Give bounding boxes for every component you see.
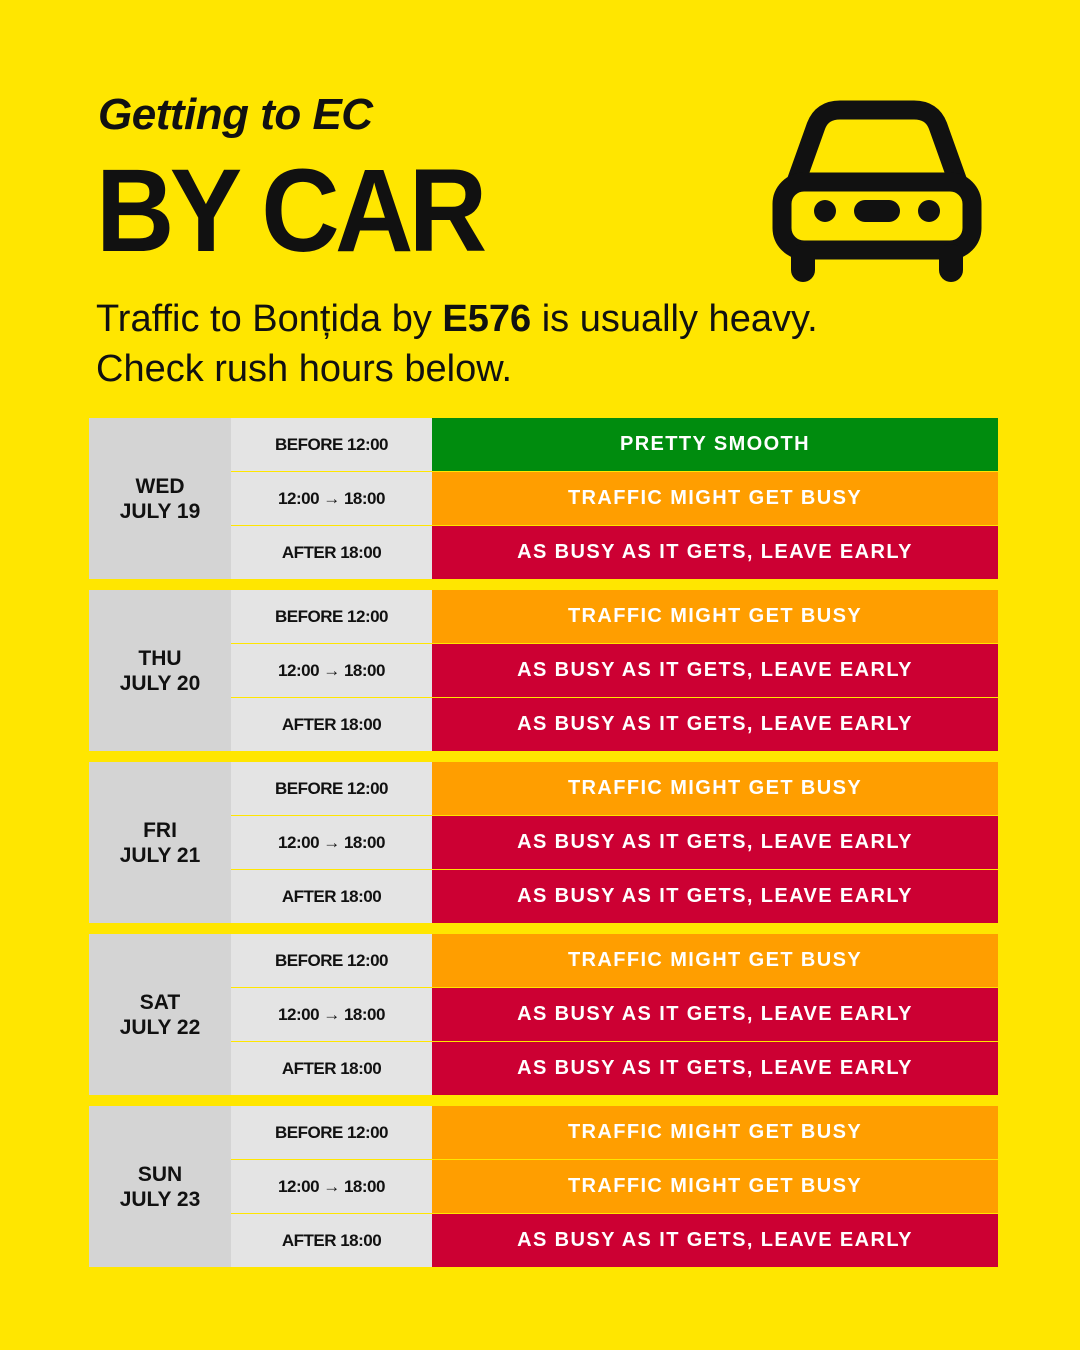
car-icon: [772, 98, 982, 286]
time-slot-label: AFTER 18:00: [231, 526, 432, 579]
time-slot-label: 12:00 → 18:00: [231, 644, 432, 697]
time-slot-label: 12:00 → 18:00: [231, 816, 432, 869]
time-slot-label: BEFORE 12:00: [231, 590, 432, 643]
intro-line-2: Check rush hours below.: [96, 348, 513, 390]
time-slots: [231, 418, 998, 579]
day-label: [89, 590, 231, 751]
time-slot-label: 12:00 → 18:00: [231, 472, 432, 525]
time-slot-label: BEFORE 12:00: [231, 934, 432, 987]
traffic-status-smooth: PRETTY SMOOTH: [432, 418, 998, 471]
page-title: BY CAR: [96, 145, 483, 277]
traffic-status-heavy: AS BUSY AS IT GETS, LEAVE EARLY: [432, 870, 998, 923]
road-name: E576: [442, 298, 532, 340]
day-block-fri: [89, 762, 998, 923]
day-name: FRI: [143, 818, 177, 842]
time-slot-label: AFTER 18:00: [231, 698, 432, 751]
day-date: JULY 19: [119, 499, 201, 523]
day-date: JULY 21: [119, 843, 201, 867]
day-date: JULY 23: [119, 1187, 201, 1211]
traffic-status-heavy: AS BUSY AS IT GETS, LEAVE EARLY: [432, 1042, 998, 1095]
day-block-thu: [89, 590, 998, 751]
slot-row: [231, 987, 998, 1041]
traffic-status-heavy: AS BUSY AS IT GETS, LEAVE EARLY: [432, 988, 998, 1041]
day-name: THU: [138, 646, 182, 670]
time-slot-label: BEFORE 12:00: [231, 1106, 432, 1159]
slot-row: [231, 471, 998, 525]
day-date: JULY 20: [119, 671, 201, 695]
slot-row: [231, 762, 998, 815]
slot-row: [231, 869, 998, 923]
slot-row: [231, 1041, 998, 1095]
day-name: SUN: [137, 1162, 183, 1186]
slot-row: [231, 590, 998, 643]
traffic-status-heavy: AS BUSY AS IT GETS, LEAVE EARLY: [432, 644, 998, 697]
day-label: [89, 1106, 231, 1267]
intro-text: [96, 294, 996, 394]
day-label: [89, 762, 231, 923]
slot-row: [231, 643, 998, 697]
day-block-sun: [89, 1106, 998, 1267]
time-slot-label: 12:00 → 18:00: [231, 1160, 432, 1213]
slot-row: [231, 525, 998, 579]
day-label: [89, 418, 231, 579]
traffic-status-busy: TRAFFIC MIGHT GET BUSY: [432, 1106, 998, 1159]
day-name: WED: [135, 474, 185, 498]
slot-row: [231, 1159, 998, 1213]
time-slot-label: BEFORE 12:00: [231, 762, 432, 815]
time-slot-label: BEFORE 12:00: [231, 418, 432, 471]
traffic-status-busy: TRAFFIC MIGHT GET BUSY: [432, 762, 998, 815]
day-date: JULY 22: [119, 1015, 201, 1039]
slot-row: [231, 418, 998, 471]
traffic-status-busy: TRAFFIC MIGHT GET BUSY: [432, 472, 998, 525]
day-block-wed: [89, 418, 998, 579]
traffic-status-heavy: AS BUSY AS IT GETS, LEAVE EARLY: [432, 526, 998, 579]
traffic-status-heavy: AS BUSY AS IT GETS, LEAVE EARLY: [432, 698, 998, 751]
time-slots: [231, 934, 998, 1095]
traffic-status-busy: TRAFFIC MIGHT GET BUSY: [432, 590, 998, 643]
day-block-sat: [89, 934, 998, 1095]
day-name: SAT: [139, 990, 181, 1014]
time-slot-label: 12:00 → 18:00: [231, 988, 432, 1041]
page-subtitle: Getting to EC: [98, 90, 373, 139]
time-slots: [231, 1106, 998, 1267]
slot-row: [231, 697, 998, 751]
traffic-status-heavy: AS BUSY AS IT GETS, LEAVE EARLY: [432, 1214, 998, 1267]
traffic-schedule-table: [89, 418, 998, 1278]
day-label: [89, 934, 231, 1095]
time-slot-label: AFTER 18:00: [231, 1214, 432, 1267]
time-slots: [231, 762, 998, 923]
traffic-status-busy: TRAFFIC MIGHT GET BUSY: [432, 1160, 998, 1213]
slot-row: [231, 1106, 998, 1159]
time-slot-label: AFTER 18:00: [231, 870, 432, 923]
slot-row: [231, 815, 998, 869]
time-slot-label: AFTER 18:00: [231, 1042, 432, 1095]
time-slots: [231, 590, 998, 751]
intro-line-1: Traffic to Bonțida by E576 is usually heavy.: [96, 298, 818, 340]
traffic-status-busy: TRAFFIC MIGHT GET BUSY: [432, 934, 998, 987]
slot-row: [231, 1213, 998, 1267]
traffic-status-heavy: AS BUSY AS IT GETS, LEAVE EARLY: [432, 816, 998, 869]
slot-row: [231, 934, 998, 987]
